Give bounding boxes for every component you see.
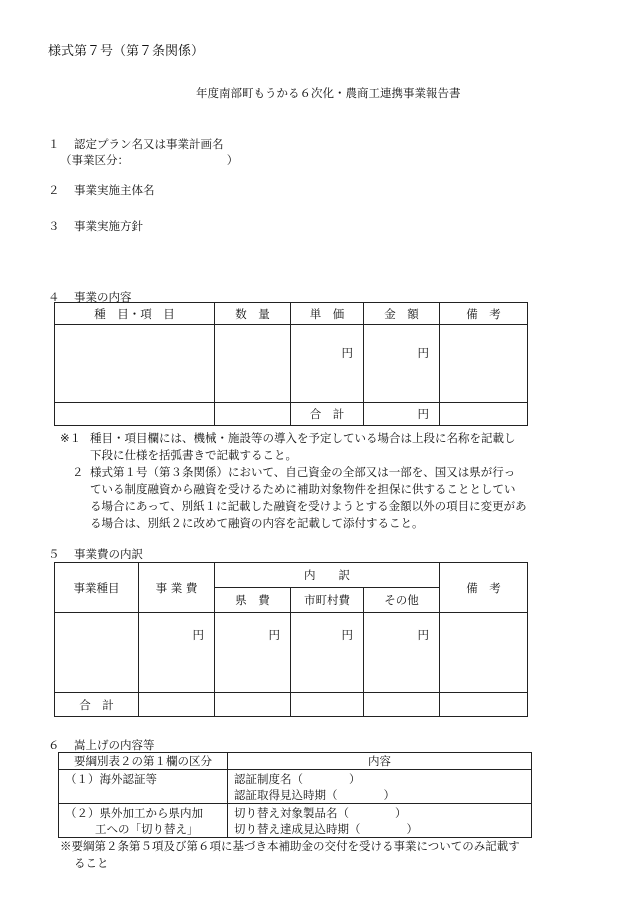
- yen-unit: 円: [192, 628, 204, 642]
- yen-unit: 円: [417, 628, 430, 642]
- header-municipal-cost: 市町村費: [291, 588, 364, 613]
- section-2-number: ２: [48, 183, 60, 197]
- switch-expected-date: 切り替え達成見込時期（ ）: [234, 821, 418, 836]
- municipal-cost-cell[interactable]: [291, 613, 364, 693]
- yen-unit: 円: [417, 346, 429, 360]
- unit-price-cell[interactable]: [291, 325, 364, 403]
- increase-content-table: [58, 752, 532, 838]
- section-4-label: 事業の内容: [74, 290, 132, 304]
- business-content-table: [54, 302, 528, 426]
- note-mark: ※１: [60, 431, 82, 445]
- section-3-label: 事業実施方針: [74, 219, 143, 233]
- total-cost-cell[interactable]: [139, 693, 215, 717]
- document-title: 年度南部町もうかる６次化・農商工連携事業報告書: [196, 86, 461, 100]
- other-cost-cell[interactable]: [364, 613, 440, 693]
- business-cost-cell[interactable]: [139, 613, 215, 693]
- note-1-cont: [60, 447, 527, 464]
- remarks-cell[interactable]: [440, 613, 528, 693]
- note-line: 下段に仕様を括弧書きで記載すること。: [90, 448, 297, 462]
- header-content: 内容: [228, 753, 532, 770]
- note-line: る場合は、別紙２に改めて融資の内容を記載して添付すること。: [90, 516, 424, 530]
- note-mark: ２: [72, 465, 84, 479]
- category-switch: [59, 804, 228, 838]
- cert-expected-date: 認証取得見込時期（ ）: [234, 787, 395, 802]
- total-label: 合 計: [55, 693, 139, 717]
- total-municipal-cell[interactable]: [291, 693, 364, 717]
- table-row: [55, 325, 528, 403]
- header-business-type: 事業種目: [55, 563, 139, 613]
- header-other: その他: [364, 588, 440, 613]
- section-6-label: 嵩上げの内容等: [74, 738, 155, 752]
- section-1-label: 認定プラン名又は事業計画名: [74, 137, 224, 151]
- section-5-label: 事業費の内訳: [74, 547, 143, 561]
- section-6-number: ６: [48, 738, 60, 752]
- yen-unit: 円: [341, 346, 353, 360]
- blank-cell: [215, 403, 291, 426]
- table-row: [55, 613, 528, 693]
- content-cell[interactable]: [228, 804, 532, 838]
- note-line: る場合にあって、別紙１に記載した融資を受けようとする金額以外の項目に変更があ: [90, 499, 527, 513]
- section-4-number: ４: [48, 290, 60, 304]
- section-4-notes: [60, 430, 527, 532]
- table-header-row: [55, 303, 528, 325]
- total-label: 合 計: [291, 403, 364, 426]
- note-2: [60, 464, 527, 481]
- note-line: 様式第１号（第３条関係）において、自己資金の全部又は一部を、国又は県が行っ: [90, 465, 516, 479]
- item-cell[interactable]: [55, 325, 215, 403]
- content-cell[interactable]: [228, 770, 532, 804]
- section-6-note: [60, 838, 520, 872]
- note-2-cont: [60, 498, 527, 515]
- yen-unit: 円: [417, 407, 429, 421]
- note-line: ている制度融資から融資を受けるために補助対象物件を担保に供することとしてい: [90, 482, 516, 496]
- total-amount-cell[interactable]: [364, 403, 440, 426]
- section-1-category: （事業区分： ）: [60, 153, 239, 167]
- category-switch-line: （２）県外加工から県内加: [65, 805, 203, 820]
- header-breakdown: 内 訳: [215, 563, 440, 588]
- section-1-number: １: [48, 137, 60, 151]
- category-switch-line: 工への「切り替え」: [95, 821, 199, 836]
- total-row: [55, 693, 528, 717]
- total-remarks-cell[interactable]: [440, 693, 528, 717]
- switch-target-product: 切り替え対象製品名（ ）: [234, 805, 407, 820]
- note-2-cont: [60, 481, 527, 498]
- total-row: [55, 403, 528, 426]
- table-row: [59, 770, 532, 804]
- note-2-cont: [60, 515, 527, 532]
- header-unit-price: 単 価: [291, 303, 364, 325]
- remarks-cell[interactable]: [440, 325, 528, 403]
- yen-unit: 円: [268, 628, 280, 642]
- table-row: [59, 804, 532, 838]
- header-remarks: 備 考: [440, 563, 528, 613]
- cert-system-name: 認証制度名（ ）: [234, 771, 361, 786]
- table-header-row: [59, 753, 532, 770]
- business-type-cell[interactable]: [55, 613, 139, 693]
- note-line: 種目・項目欄には、機械・施設等の導入を予定している場合は上段に名称を記載し: [90, 431, 516, 445]
- table-header-row: [55, 563, 528, 588]
- section-5-number: ５: [48, 547, 60, 561]
- header-item: 種 目・項 目: [55, 303, 215, 325]
- blank-cell: [440, 403, 528, 426]
- total-prefecture-cell[interactable]: [215, 693, 291, 717]
- note-1: [60, 430, 527, 447]
- header-category: 要綱別表２の第１欄の区分: [59, 753, 228, 770]
- prefecture-cost-cell[interactable]: [215, 613, 291, 693]
- total-other-cell[interactable]: [364, 693, 440, 717]
- note-line: ※要綱第２条第５項及び第６項に基づき本補助金の交付を受ける事業についてのみ記載す: [60, 839, 520, 853]
- form-number: 様式第７号（第７条関係）: [48, 44, 205, 59]
- blank-cell: [55, 403, 215, 426]
- section-2-label: 事業実施主体名: [74, 183, 155, 197]
- header-quantity: 数 量: [215, 303, 291, 325]
- cost-breakdown-table: [54, 562, 528, 717]
- header-prefecture-cost: 県 費: [215, 588, 291, 613]
- section-3-number: ３: [48, 219, 60, 233]
- header-amount: 金 額: [364, 303, 440, 325]
- category-overseas-cert: （１）海外認証等: [59, 770, 228, 804]
- header-business-cost: 事 業 費: [139, 563, 215, 613]
- yen-unit: 円: [341, 628, 353, 642]
- header-remarks: 備 考: [440, 303, 528, 325]
- quantity-cell[interactable]: [215, 325, 291, 403]
- note-line: ること: [74, 856, 109, 870]
- amount-cell[interactable]: [364, 325, 440, 403]
